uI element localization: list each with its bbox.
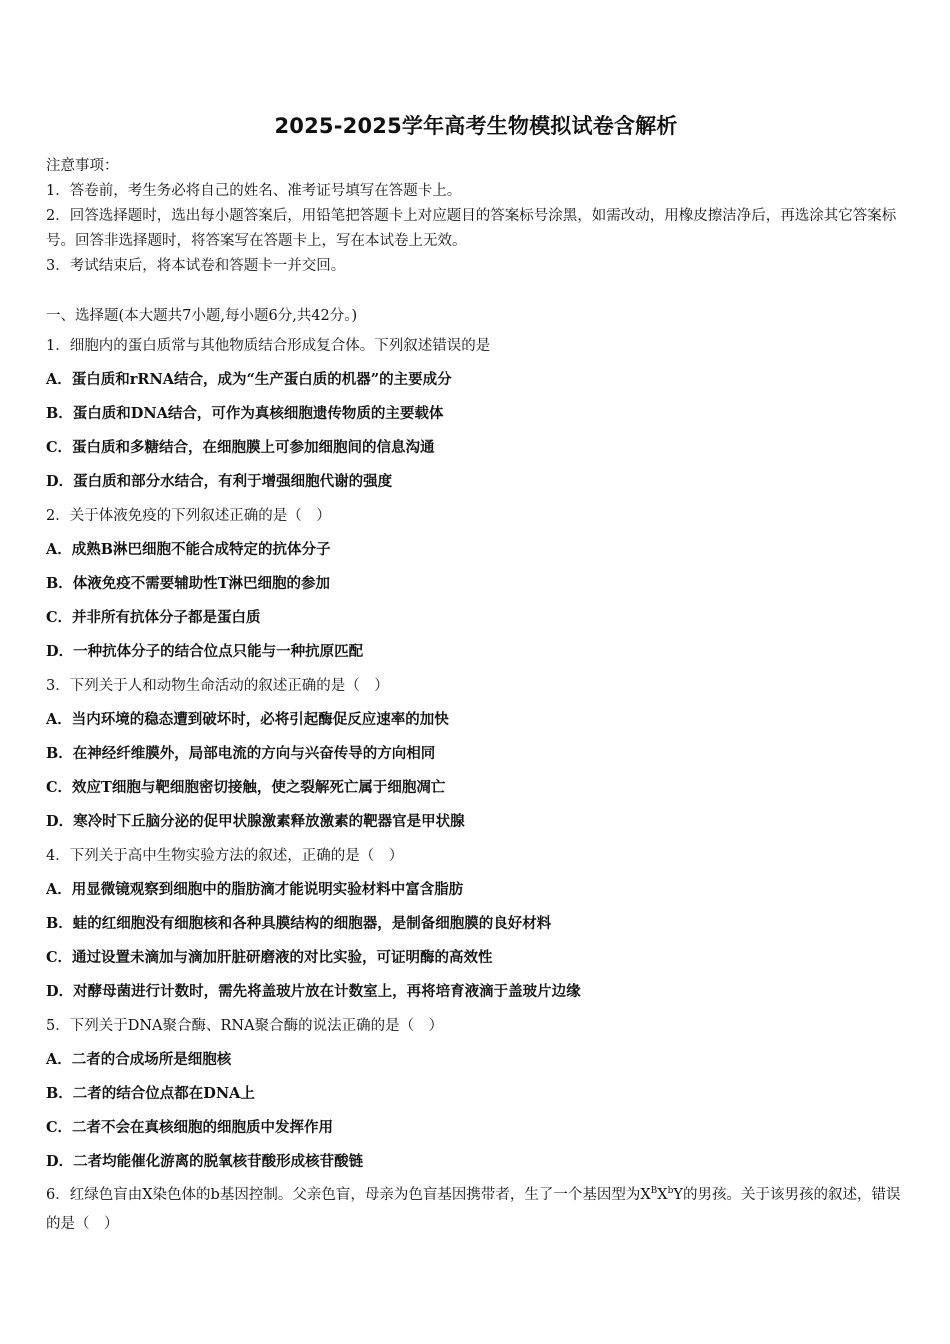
- question-stem: 2．关于体液免疫的下列叙述正确的是（ ）: [46, 508, 331, 524]
- question-4: [46, 839, 906, 1009]
- option-a: A．成熟B淋巴细胞不能合成特定的抗体分子: [46, 541, 331, 558]
- notice-item: 2．回答选择题时，选出每小题答案后，用铅笔把答题卡上对应题目的答案标号涂黑，如需改动，用橡皮擦洁净后，再选涂其它答案标号。回答非选择题时，将答案写在答题卡上，写在本试卷上无效。: [46, 208, 897, 249]
- option-c: C．并非所有抗体分子都是蛋白质: [46, 609, 261, 626]
- question-stem: 5．下列关于DNA聚合酶、RNA聚合酶的说法正确的是（ ）: [46, 1018, 444, 1034]
- question-5: [46, 1009, 906, 1179]
- option-c: C．二者不会在真核细胞的细胞质中发挥作用: [46, 1119, 334, 1136]
- option-b: B．二者的结合位点都在DNA上: [46, 1085, 255, 1102]
- option-b: B．在神经纤维膜外，局部电流的方向与兴奋传导的方向相同: [46, 745, 436, 762]
- question-stem: [46, 1181, 906, 1239]
- document-page: [46, 110, 906, 1239]
- section-heading: 一、选择题(本大题共7小题,每小题6分,共42分。): [46, 308, 358, 324]
- question-3: [46, 669, 906, 839]
- genotype-x1: X: [640, 1187, 651, 1203]
- option-b: B．体液免疫不需要辅助性T淋巴细胞的参加: [46, 575, 331, 592]
- option-d: D．寒冷时下丘脑分泌的促甲状腺激素释放激素的靶器官是甲状腺: [46, 813, 465, 830]
- question-stem: 4．下列关于高中生物实验方法的叙述，正确的是（ ）: [46, 848, 404, 864]
- option-c: C．蛋白质和多糖结合，在细胞膜上可参加细胞间的信息沟通: [46, 439, 435, 456]
- option-a: A．二者的合成场所是细胞核: [46, 1051, 232, 1068]
- genotype-sup-b-dominant: B: [650, 1186, 658, 1197]
- notice-heading: 注意事项：: [46, 158, 119, 174]
- option-a: A．当内环境的稳态遭到破坏时，必将引起酶促反应速率的加快: [46, 711, 449, 728]
- question-6: [46, 1181, 906, 1239]
- option-b: B．蛋白质和DNA结合，可作为真核细胞遗传物质的主要载体: [46, 405, 444, 422]
- option-d: D．一种抗体分子的结合位点只能与一种抗原匹配: [46, 643, 364, 660]
- question-stem: 3．下列关于人和动物生命活动的叙述正确的是（ ）: [46, 678, 389, 694]
- question-stem: 1．细胞内的蛋白质常与其他物质结合形成复合体。下列叙述错误的是: [46, 338, 491, 354]
- option-a: A．用显微镜观察到细胞中的脂肪滴才能说明实验材料中富含脂肪: [46, 881, 464, 898]
- option-c: C．通过设置未滴加与滴加肝脏研磨液的对比实验，可证明酶的高效性: [46, 949, 493, 966]
- genotype-x2: X: [657, 1187, 668, 1203]
- notice-item: 1．答卷前，考生务必将自己的姓名、准考证号填写在答题卡上。: [46, 183, 462, 199]
- q6-stem-pre: 6．红绿色盲由X染色体的b基因控制。父亲色盲，母亲为色盲基因携带者，生了一个基因型为: [46, 1187, 641, 1203]
- option-b: B．蛙的红细胞没有细胞核和各种具膜结构的细胞器，是制备细胞膜的良好材料: [46, 915, 552, 932]
- option-d: D．对酵母菌进行计数时，需先将盖玻片放在计数室上，再将培育液滴于盖玻片边缘: [46, 983, 581, 1000]
- option-c: C．效应T细胞与靶细胞密切接触，使之裂解死亡属于细胞凋亡: [46, 779, 446, 796]
- notice-block: [46, 154, 906, 279]
- page-title: 2025-2025学年高考生物模拟试卷含解析: [274, 114, 678, 138]
- question-2: [46, 499, 906, 669]
- q6-stem-post: Y的男孩。关于该男孩的叙述，错误的是（ ）: [46, 1187, 901, 1232]
- genotype-sup-b-recessive: b: [667, 1186, 674, 1197]
- option-d: D．二者均能催化游离的脱氧核苷酸形成核苷酸链: [46, 1153, 364, 1170]
- question-1: [46, 329, 906, 499]
- option-d: D．蛋白质和部分水结合，有利于增强细胞代谢的强度: [46, 473, 393, 490]
- notice-item: 3．考试结束后，将本试卷和答题卡一并交回。: [46, 258, 346, 274]
- option-a: A．蛋白质和rRNA结合，成为“生产蛋白质的机器”的主要成分: [46, 371, 452, 388]
